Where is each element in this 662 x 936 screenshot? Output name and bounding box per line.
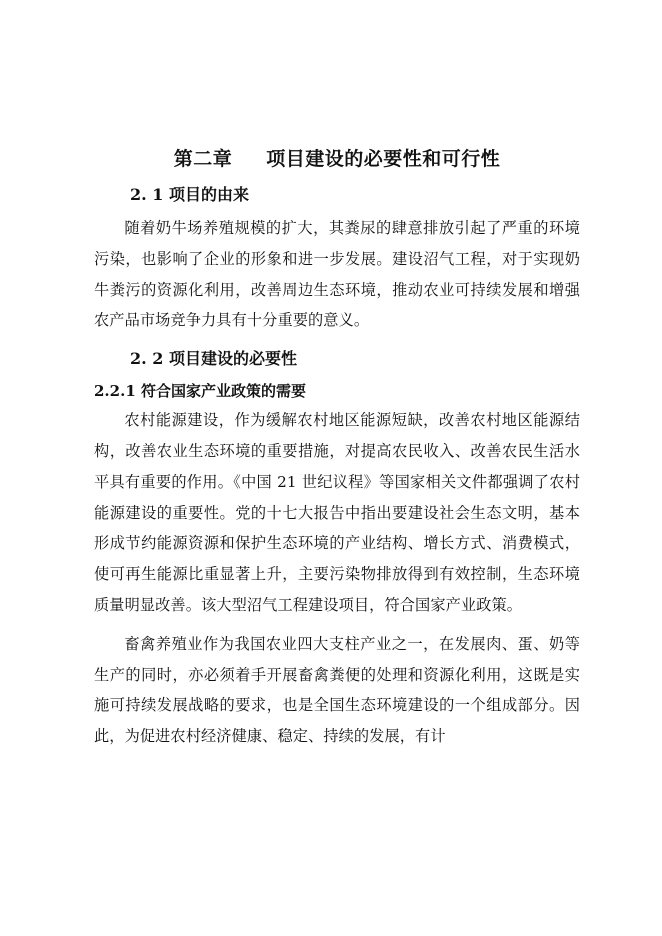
chapter-number: 第二章 (173, 148, 233, 170)
paragraph-livestock: 畜禽养殖业作为我国农业四大支柱产业之一，在发展肉、蛋、奶等生产的同时，亦必须着手开展畜禽粪便的处理和资源化利用，这既是实施可持续发展战略的要求，也是全国生态环境建设的一个组成部分。因此，为促进农村经济健康、稳定、持续的发展，有计 (94, 634, 580, 746)
chapter-title-text: 项目建设的必要性和可行性 (266, 148, 501, 170)
section-heading-2-1: 2. 1 项目的由来 (130, 185, 249, 204)
chapter-title (94, 146, 580, 172)
paragraph-rural-energy: 农村能源建设，作为缓解农村地区能源短缺，改善农村地区能源结构，改善农业生态环境的重要措施，对提高农民收入、改善农民生活水平具有重要的作用。《中国 21 世纪议程》等国家相关文件都强调了农村能源建设的重要性。党的十七大报告中指出要建设社会生态文明，基本形成节约能源资源和保护生态环境的产业结构、增长方式、消费模式，使可再生能源比重显著上升，主要污染物排放得到有效控制，生态环境质量明显改善。该大型沼气工程建设项目，符合国家产业政策。 (94, 411, 580, 614)
document-body (94, 146, 580, 752)
paragraph-project-origin: 随着奶牛场养殖规模的扩大，其粪尿的肆意排放引起了严重的环境污染，也影响了企业的形象和进一步发展。建设沼气工程，对于实现奶牛粪污的资源化利用，改善周边生态环境，推动农业可持续发展和增强农产品市场竞争力具有十分重要的意义。 (94, 219, 580, 330)
subsection-heading-2-2-1: 2.2.1 符合国家产业政策的需要 (94, 382, 306, 401)
section-heading-2-2: 2. 2 项目建设的必要性 (130, 349, 297, 369)
